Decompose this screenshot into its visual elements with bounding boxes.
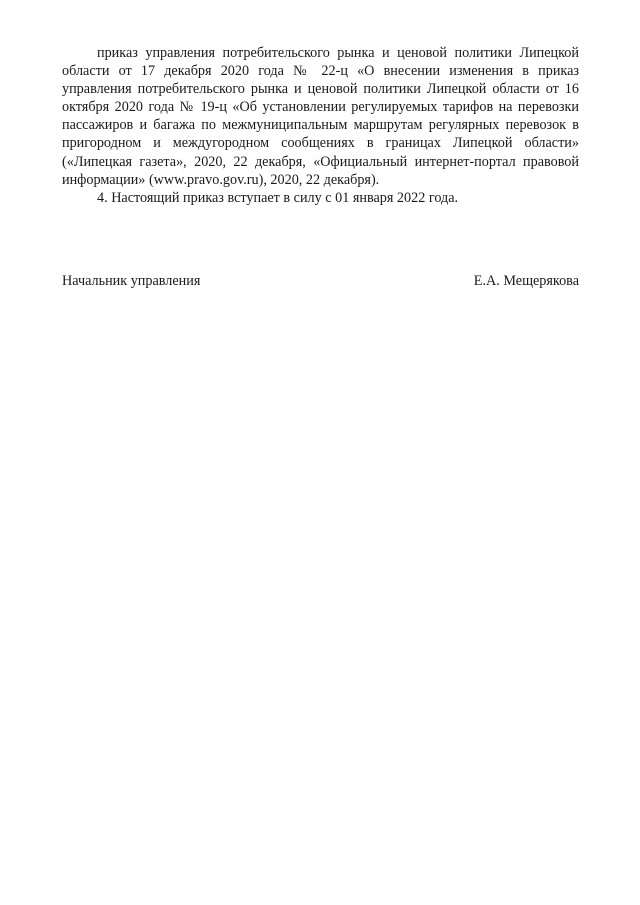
paragraph-order-reference: приказ управления потребительского рынка и ценовой политики Липецкой области от 17 декабря 2020 года № 22-ц «О внесении изменения в приказ управления потребительского рынка и ценовой политики Липецкой области от 16 октября 2020 года № 19-ц «Об установлении регулируемых тарифов на перевозки пассажиров и багажа по межмуниципальным маршрутам регулярных перевозок в пригородном и междугородном сообщениях в границах Липецкой области» («Липецкая газета», 2020, 22 декабря, «Официальный интернет-портал правовой информации» (www.pravo.gov.ru), 2020, 22 декабря). <box>62 45 579 188</box>
signatory-name: Е.А. Мещерякова <box>473 273 579 289</box>
paragraph-effective-date: 4. Настоящий приказ вступает в силу с 01 января 2022 года. <box>97 189 459 206</box>
signatory-position: Начальник управления <box>62 273 201 289</box>
document-body <box>62 44 579 207</box>
signature-block <box>62 272 579 290</box>
